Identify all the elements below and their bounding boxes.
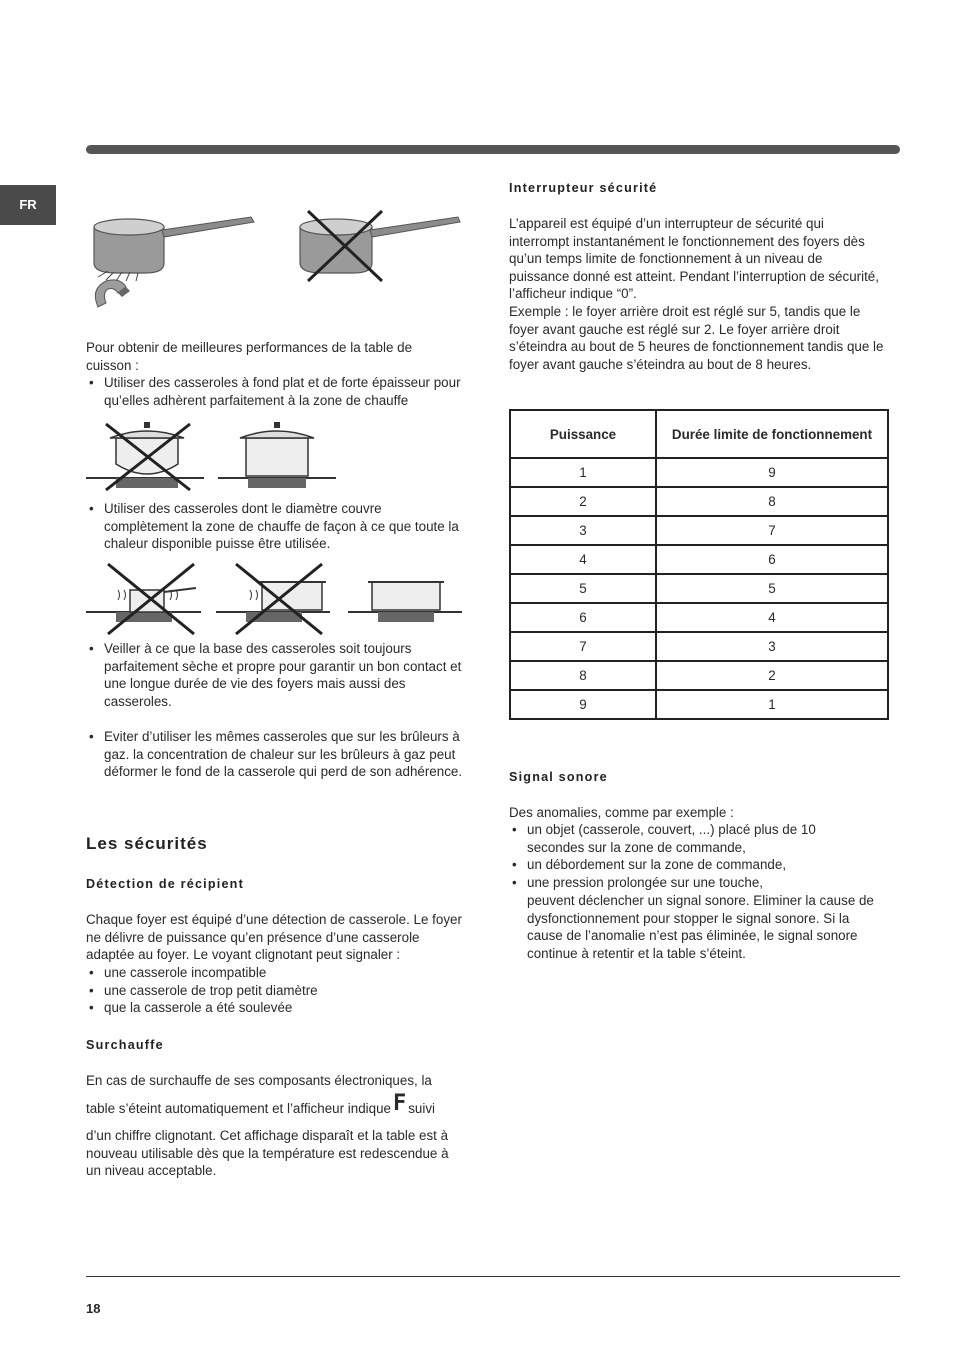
surchauffe-line2-end: suivi [408, 1101, 436, 1116]
list-item: • que la casserole a été soulevée [86, 999, 466, 1017]
cell-duree: 3 [656, 632, 888, 661]
cell-duree: 9 [656, 458, 888, 487]
footer-rule [86, 1276, 900, 1277]
table-row [510, 516, 888, 545]
table-header-puissance: Puissance [510, 410, 656, 458]
table-row [510, 690, 888, 719]
cell-puissance: 3 [510, 516, 656, 545]
tips-list-2 [86, 500, 466, 553]
curved-bottom-pan-crossed-icon [86, 422, 204, 490]
tips-list-1 [86, 374, 466, 409]
intro-text: Pour obtenir de meilleures performances de la table de cuisson : [86, 340, 413, 373]
signal-heading: Signal sonore [509, 770, 608, 784]
surchauffe-rest: d’un chiffre clignotant. Cet affichage disparaît et la table est à nouveau utilisable dès que la température est redescendue à un niveau acceptable. [86, 1128, 449, 1179]
surchauffe-line1: En cas de surchauffe de ses composants électroniques, la [86, 1073, 432, 1088]
small-pan-crossed-icon [86, 564, 201, 634]
pan-crossed-icon [300, 211, 460, 281]
pan-diameter-illustration [86, 560, 466, 636]
detection-text: Chaque foyer est équipé d’une détection de casserole. Le foyer ne délivre de puissance qu’en présence d’une casserole adaptée au foyer. Le voyant clignotant peut signaler : [86, 912, 462, 963]
surchauffe-line2 [86, 1091, 466, 1118]
list-item: • une casserole incompatible [86, 964, 466, 982]
cell-puissance: 8 [510, 661, 656, 690]
table-row [510, 458, 888, 487]
list-item: • une pression prolongée sur une touche, [509, 874, 849, 892]
cell-duree: 1 [656, 690, 888, 719]
cell-puissance: 6 [510, 603, 656, 632]
table-row [510, 661, 888, 690]
list-item: • une casserole de trop petit diamètre [86, 982, 466, 1000]
table-row [510, 545, 888, 574]
tips-list-3 [86, 640, 466, 710]
correct-pan-icon [348, 582, 462, 622]
surchauffe-heading: Surchauffe [86, 1038, 164, 1052]
cell-puissance: 7 [510, 632, 656, 661]
table-header-duree: Durée limite de fonctionnement [656, 410, 888, 458]
surchauffe-line2-start: table s’éteint automatiquement et l’afficheur indique [86, 1101, 391, 1116]
list-item: • un débordement sur la zone de commande, [509, 856, 849, 874]
signal-list [509, 821, 849, 891]
list-item: • Veiller à ce que la base des casseroles soit toujours parfaitement sèche et propre pour garantir un bon contact et une longue durée de vie des foyers mais aussi des casseroles. [86, 640, 466, 710]
header-bar [86, 145, 900, 154]
table-row [510, 632, 888, 661]
interrupteur-heading: Interrupteur sécurité [509, 181, 658, 195]
cell-duree: 5 [656, 574, 888, 603]
interrupteur-text: L’appareil est équipé d’un interrupteur de sécurité qui interrompt instantanément le fonctionnement des foyers dès qu’un temps limite de fonctionnement à un niveau de puissance donné est atteint. Pendant l’interruption de sécurité, l’afficheur indique “0”. [509, 216, 879, 302]
cell-duree: 6 [656, 545, 888, 574]
cell-puissance: 9 [510, 690, 656, 719]
section-title: Les sécurités [86, 834, 208, 853]
magnet-pan-illustration [86, 205, 466, 317]
signal-intro: Des anomalies, comme par exemple : [509, 805, 734, 820]
detection-list [86, 964, 466, 1017]
list-item: • Utiliser des casseroles à fond plat et de forte épaisseur pour qu’elles adhèrent parfaitement à la zone de chauffe [86, 374, 466, 409]
pan-with-magnet-icon [94, 217, 254, 307]
cell-duree: 7 [656, 516, 888, 545]
flat-bottom-pans-illustration [86, 418, 346, 492]
language-tab: FR [0, 185, 56, 225]
list-item: • Utiliser des casseroles dont le diamètre couvre complètement la zone de chauffe de façon à ce que toute la chaleur disponible puisse être utilisée. [86, 500, 466, 553]
cell-puissance: 1 [510, 458, 656, 487]
table-row [510, 574, 888, 603]
cell-puissance: 4 [510, 545, 656, 574]
power-duration-table [509, 409, 889, 720]
list-item: • Eviter d’utiliser les mêmes casseroles que sur les brûleurs à gaz. la concentration de chaleur sur les brûleurs à gaz peut déformer le fond de la casserole qui perd de son adhérence. [86, 728, 466, 781]
tips-list-4 [86, 728, 466, 781]
interrupteur-example: Exemple : le foyer arrière droit est réglé sur 5, tandis que le foyer avant gauche est réglé sur 2. Le foyer arrière droit s’éteindra au bout de 5 heures de fonctionnement tandis que le foyer avant gauche s’éteindra au bout de 8 heures. [509, 304, 884, 372]
cell-puissance: 2 [510, 487, 656, 516]
cell-puissance: 5 [510, 574, 656, 603]
display-f-glyph: F [392, 1091, 407, 1116]
cell-duree: 2 [656, 661, 888, 690]
cell-duree: 4 [656, 603, 888, 632]
page-number: 18 [86, 1301, 101, 1316]
signal-after: peuvent déclencher un signal sonore. Eliminer la cause de dysfonctionnement pour stopper le signal sonore. Si la cause de l’anomalie n’est pas éliminée, le signal sonore continue à retentir et la table s’éteint. [527, 893, 874, 961]
cell-duree: 8 [656, 487, 888, 516]
list-item: • un objet (casserole, couvert, ...) placé plus de 10 secondes sur la zone de commande, [509, 821, 849, 856]
table-row [510, 487, 888, 516]
table-row [510, 603, 888, 632]
detection-heading: Détection de récipient [86, 877, 244, 891]
narrow-pan-crossed-icon [216, 564, 330, 634]
flat-bottom-pan-icon [218, 422, 336, 488]
